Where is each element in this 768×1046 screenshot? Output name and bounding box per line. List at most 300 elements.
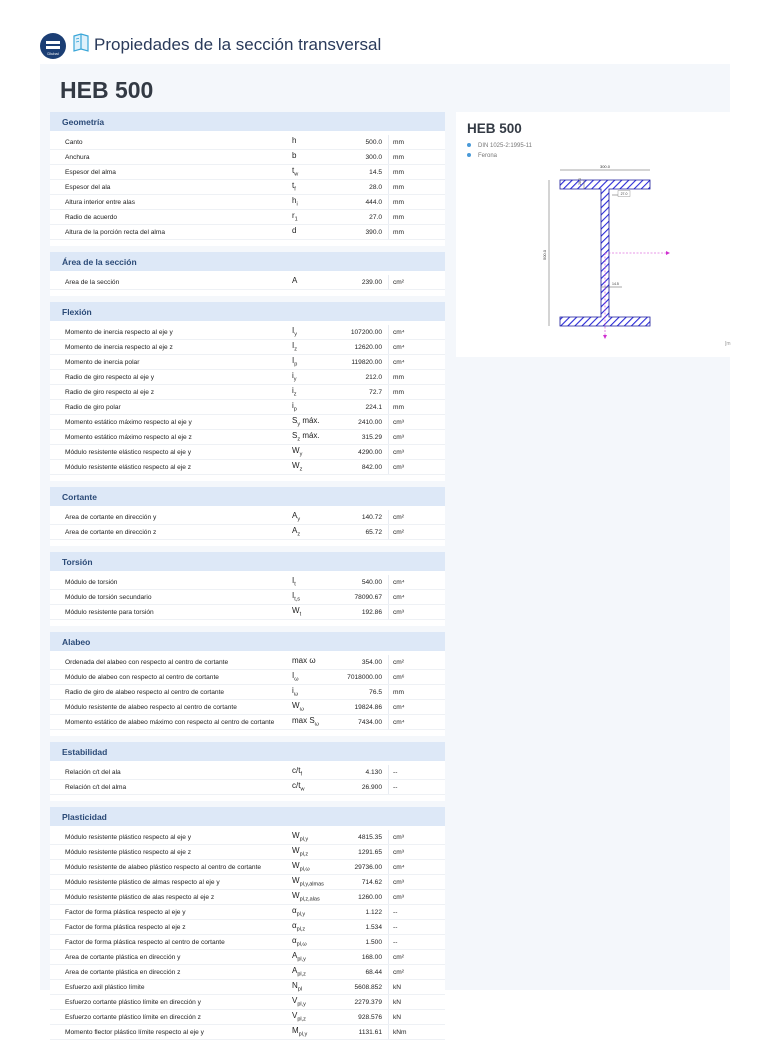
property-description: Módulo resistente elástico respecto al eje z bbox=[65, 463, 192, 471]
property-value: 168.00 bbox=[361, 953, 382, 961]
property-unit: -- bbox=[388, 905, 438, 919]
property-unit: cm² bbox=[388, 275, 438, 289]
symbol-subscript: 1 bbox=[294, 216, 298, 223]
property-description: Factor de forma plástica respecto al eje y bbox=[65, 908, 186, 916]
property-value: 1.500 bbox=[365, 938, 382, 946]
table-row bbox=[50, 920, 445, 935]
property-value: 19824.86 bbox=[354, 703, 382, 711]
property-value: 29736.00 bbox=[354, 863, 382, 871]
property-value: 72.7 bbox=[369, 388, 382, 396]
property-symbol bbox=[278, 526, 332, 538]
property-description: Momento de inercia polar bbox=[65, 358, 140, 366]
property-unit: cm³ bbox=[388, 845, 438, 859]
property-value: 7018000.00 bbox=[347, 673, 382, 681]
property-symbol bbox=[278, 831, 332, 843]
property-value: 1.534 bbox=[365, 923, 382, 931]
dim-flange: 28.0 bbox=[578, 178, 582, 185]
symbol-main: W bbox=[292, 846, 300, 856]
property-symbol bbox=[278, 591, 332, 603]
property-unit: cm⁴ bbox=[388, 340, 438, 354]
property-unit: cm³ bbox=[388, 890, 438, 904]
table-row bbox=[50, 510, 445, 525]
property-value: 842.00 bbox=[361, 463, 382, 471]
section-header: Torsión bbox=[50, 552, 445, 571]
table-row bbox=[50, 325, 445, 340]
symbol-main: t bbox=[292, 181, 295, 191]
dlubal-logo: Dlubal bbox=[40, 33, 66, 59]
symbol-subscript: pl,y bbox=[297, 1001, 306, 1008]
symbol-subscript: pl,z,alas bbox=[299, 896, 320, 903]
property-unit: mm bbox=[388, 180, 438, 194]
table-row bbox=[50, 670, 445, 685]
table-row bbox=[50, 715, 445, 730]
table-row bbox=[50, 965, 445, 980]
property-value: 540.00 bbox=[361, 578, 382, 586]
property-description: Módulo resistente elástico respecto al eje y bbox=[65, 448, 192, 456]
symbol-subscript: pl,z bbox=[297, 1016, 306, 1023]
symbol-main: N bbox=[292, 981, 298, 991]
symbol-main: r bbox=[292, 211, 295, 221]
property-symbol bbox=[278, 996, 332, 1008]
property-value: 1291.65 bbox=[358, 848, 382, 856]
property-symbol bbox=[278, 981, 332, 993]
property-value: 1260.00 bbox=[358, 893, 382, 901]
property-unit: mm bbox=[388, 135, 438, 149]
property-unit: -- bbox=[388, 780, 438, 794]
property-value: 224.1 bbox=[365, 403, 382, 411]
table-row bbox=[50, 575, 445, 590]
symbol-main: A bbox=[292, 511, 298, 521]
property-symbol bbox=[278, 576, 332, 588]
property-symbol bbox=[278, 891, 332, 903]
property-unit: mm bbox=[388, 210, 438, 224]
property-value: 500.0 bbox=[365, 138, 382, 146]
symbol-subscript: pl,z bbox=[296, 926, 306, 933]
property-description: Factor de forma plástica respecto al centro de cortante bbox=[65, 938, 225, 946]
property-description: Esfuerzo cortante plástico límite en dirección z bbox=[65, 1013, 201, 1021]
property-symbol bbox=[278, 876, 332, 888]
property-description: Esfuerzo cortante plástico límite en dirección y bbox=[65, 998, 201, 1006]
section-body bbox=[50, 826, 445, 1046]
symbol-subscript: pl,ω bbox=[299, 866, 310, 873]
property-symbol bbox=[278, 701, 332, 713]
symbol-main: h bbox=[292, 136, 297, 146]
property-description: Relación c/t del alma bbox=[65, 783, 127, 791]
symbol-subscript: p bbox=[293, 406, 297, 413]
property-description: Momento flector plástico límite respecto al eje y bbox=[65, 1028, 204, 1036]
symbol-main: W bbox=[292, 831, 300, 841]
dim-radius: 27.0 bbox=[620, 192, 628, 196]
property-description: Altura de la porción recta del alma bbox=[65, 228, 166, 236]
symbol-subscript: w bbox=[300, 786, 305, 793]
property-description: Módulo resistente plástico respecto al eje y bbox=[65, 833, 192, 841]
table-row bbox=[50, 165, 445, 180]
property-value: 2410.00 bbox=[358, 418, 382, 426]
symbol-main: i bbox=[292, 371, 294, 381]
property-unit: mm bbox=[388, 165, 438, 179]
property-symbol bbox=[278, 671, 332, 683]
property-description: Área de cortante plástica en dirección y bbox=[65, 953, 181, 961]
property-value: 140.72 bbox=[361, 513, 382, 521]
symbol-main: W bbox=[292, 461, 300, 471]
symbol-main: i bbox=[292, 386, 294, 396]
property-description: Módulo resistente plástico respecto al eje z bbox=[65, 848, 192, 856]
dim-width: 300.0 bbox=[599, 164, 611, 169]
symbol-subscript: pl,y bbox=[298, 1031, 308, 1038]
property-description: Altura interior entre alas bbox=[65, 198, 136, 206]
property-description: Área de cortante en dirección y bbox=[65, 513, 157, 521]
property-unit: mm bbox=[388, 225, 438, 239]
symbol-suffix: máx. bbox=[300, 431, 320, 441]
table-row bbox=[50, 700, 445, 715]
symbol-main: W bbox=[292, 446, 300, 456]
symbol-subscript: pl,ω bbox=[296, 941, 307, 948]
symbol-main: S bbox=[292, 416, 298, 426]
symbol-main: I bbox=[292, 671, 295, 681]
symbol-main: M bbox=[292, 1026, 299, 1036]
property-symbol bbox=[278, 326, 332, 338]
property-unit: cm³ bbox=[388, 430, 438, 444]
symbol-main: α bbox=[292, 936, 297, 946]
property-symbol bbox=[278, 181, 332, 193]
property-symbol bbox=[278, 606, 332, 618]
property-unit: cm⁴ bbox=[388, 575, 438, 589]
dim-height: 500.0 bbox=[542, 249, 547, 261]
table-row bbox=[50, 195, 445, 210]
table-row bbox=[50, 225, 445, 240]
property-description: Módulo resistente de alabeo respecto al centro de cortante bbox=[65, 703, 237, 711]
property-description: Módulo de alabeo con respecto al centro de cortante bbox=[65, 673, 219, 681]
symbol-main: W bbox=[292, 861, 300, 871]
property-value: 390.0 bbox=[365, 228, 382, 236]
property-symbol bbox=[278, 921, 332, 933]
symbol-subscript: pl,y bbox=[297, 956, 306, 963]
property-symbol bbox=[278, 861, 332, 873]
symbol-subscript: pl,y,almas bbox=[299, 881, 324, 888]
symbol-main: A bbox=[292, 526, 298, 536]
corner-mark: [m bbox=[725, 341, 731, 347]
property-description: Canto bbox=[65, 138, 83, 146]
property-value: 239.00 bbox=[361, 278, 382, 286]
property-unit: mm bbox=[388, 195, 438, 209]
table-row bbox=[50, 445, 445, 460]
property-unit: kN bbox=[388, 1010, 438, 1024]
app-title: Propiedades de la sección transversal bbox=[94, 35, 382, 54]
table-row bbox=[50, 845, 445, 860]
property-value: 107200.00 bbox=[350, 328, 382, 336]
property-value: 1.122 bbox=[365, 908, 382, 916]
table-row bbox=[50, 370, 445, 385]
top-bar bbox=[0, 0, 768, 64]
symbol-subscript: pl,z bbox=[299, 851, 309, 858]
property-unit: kNm bbox=[388, 1025, 438, 1039]
symbol-subscript: z bbox=[299, 466, 303, 473]
property-value: 928.576 bbox=[358, 1013, 382, 1021]
symbol-main: I bbox=[292, 591, 295, 601]
property-value: 4815.35 bbox=[358, 833, 382, 841]
symbol-subscript: t bbox=[294, 581, 296, 588]
property-value: 68.44 bbox=[365, 968, 382, 976]
property-unit: mm bbox=[388, 370, 438, 384]
property-symbol bbox=[278, 1026, 332, 1038]
symbol-main: W bbox=[292, 876, 300, 886]
property-value: 714.62 bbox=[361, 878, 382, 886]
table-row bbox=[50, 1010, 445, 1025]
property-unit: cm³ bbox=[388, 415, 438, 429]
symbol-main: A bbox=[292, 966, 298, 976]
table-row bbox=[50, 765, 445, 780]
property-symbol bbox=[278, 136, 332, 148]
section-body bbox=[50, 651, 445, 736]
symbol-subscript: y bbox=[297, 516, 301, 523]
property-description: Momento estático de alabeo máximo con respecto al centro de cortante bbox=[65, 718, 275, 726]
property-symbol bbox=[278, 151, 332, 163]
section-header: Plasticidad bbox=[50, 807, 445, 826]
symbol-subscript: f bbox=[300, 771, 302, 778]
symbol-main: I bbox=[292, 326, 295, 336]
symbol-subscript: z bbox=[294, 346, 297, 353]
property-value: 27.0 bbox=[369, 213, 382, 221]
symbol-subscript: w bbox=[294, 171, 299, 178]
symbol-main: I bbox=[292, 356, 295, 366]
table-row bbox=[50, 430, 445, 445]
property-symbol bbox=[278, 716, 332, 728]
property-symbol bbox=[278, 936, 332, 948]
section-header: Área de la sección bbox=[50, 252, 445, 271]
preview-title: HEB 500 bbox=[467, 121, 522, 136]
property-value: 76.5 bbox=[369, 688, 382, 696]
symbol-subscript: t,s bbox=[294, 596, 301, 603]
property-value: 65.72 bbox=[365, 528, 382, 536]
property-description: Momento de inercia respecto al eje z bbox=[65, 343, 173, 351]
property-description: Radio de acuerdo bbox=[65, 213, 118, 221]
section-header: Estabilidad bbox=[50, 742, 445, 761]
property-value: 444.0 bbox=[365, 198, 382, 206]
symbol-subscript: t bbox=[299, 611, 302, 618]
property-symbol bbox=[278, 966, 332, 978]
section-body bbox=[50, 571, 445, 626]
table-row bbox=[50, 980, 445, 995]
symbol-main: h bbox=[292, 196, 297, 206]
section-body bbox=[50, 761, 445, 801]
property-symbol bbox=[278, 226, 332, 238]
symbol-main: W bbox=[292, 891, 300, 901]
property-symbol bbox=[278, 951, 332, 963]
symbol-subscript: ω bbox=[293, 691, 299, 698]
symbol-main: c/t bbox=[292, 766, 301, 776]
symbol-main: i bbox=[292, 401, 294, 411]
property-value: 192.86 bbox=[361, 608, 382, 616]
property-unit: cm⁶ bbox=[388, 670, 438, 684]
symbol-main: α bbox=[292, 906, 297, 916]
property-description: Momento de inercia respecto al eje y bbox=[65, 328, 173, 336]
table-row bbox=[50, 590, 445, 605]
property-symbol bbox=[278, 371, 332, 383]
dim-web: 14.5 bbox=[612, 282, 619, 286]
property-description: Momento estático máximo respecto al eje y bbox=[65, 418, 192, 426]
property-unit: cm⁴ bbox=[388, 700, 438, 714]
symbol-main: i bbox=[292, 686, 294, 696]
symbol-main: W bbox=[292, 606, 300, 616]
section-header: Flexión bbox=[50, 302, 445, 321]
section-body bbox=[50, 131, 445, 246]
table-row bbox=[50, 685, 445, 700]
section-body bbox=[50, 506, 445, 546]
property-unit: cm⁴ bbox=[388, 715, 438, 729]
property-symbol bbox=[278, 461, 332, 473]
property-description: Espesor del alma bbox=[65, 168, 116, 176]
property-unit: -- bbox=[388, 765, 438, 779]
table-row bbox=[50, 415, 445, 430]
property-unit: cm³ bbox=[388, 460, 438, 474]
property-unit: cm² bbox=[388, 510, 438, 524]
property-symbol bbox=[278, 416, 332, 428]
symbol-subscript: y bbox=[294, 331, 297, 338]
table-row bbox=[50, 385, 445, 400]
property-value: 1131.61 bbox=[358, 1028, 382, 1036]
table-row bbox=[50, 655, 445, 670]
section-body bbox=[50, 271, 445, 296]
symbol-main: I bbox=[292, 341, 295, 351]
property-symbol bbox=[278, 211, 332, 223]
symbol-subscript: pl,y bbox=[299, 836, 309, 843]
table-row bbox=[50, 525, 445, 540]
property-unit: cm⁴ bbox=[388, 860, 438, 874]
table-row bbox=[50, 605, 445, 620]
property-unit: mm bbox=[388, 400, 438, 414]
symbol-main: V bbox=[292, 996, 298, 1006]
property-value: 5608.852 bbox=[354, 983, 382, 991]
symbol-main: b bbox=[292, 151, 297, 161]
property-description: Módulo resistente plástico de almas respecto al eje y bbox=[65, 878, 220, 886]
symbol-main: A bbox=[292, 276, 298, 286]
symbol-subscript: y bbox=[299, 451, 303, 458]
table-row bbox=[50, 780, 445, 795]
property-symbol bbox=[278, 431, 332, 443]
section-drawing bbox=[532, 163, 672, 343]
section-header: Geometría bbox=[50, 112, 445, 131]
symbol-subscript: i bbox=[296, 201, 298, 208]
property-unit: cm³ bbox=[388, 830, 438, 844]
symbol-main: t bbox=[292, 166, 295, 176]
symbol-main: I bbox=[292, 576, 295, 586]
property-value: 2279.379 bbox=[354, 998, 382, 1006]
section-header: Cortante bbox=[50, 487, 445, 506]
table-row bbox=[50, 905, 445, 920]
property-unit: cm⁴ bbox=[388, 325, 438, 339]
property-description: Módulo de torsión bbox=[65, 578, 118, 586]
property-symbol bbox=[278, 686, 332, 698]
property-symbol bbox=[278, 341, 332, 353]
symbol-main: W bbox=[292, 701, 300, 711]
property-symbol bbox=[278, 276, 332, 288]
property-value: 4290.00 bbox=[358, 448, 382, 456]
property-description: Esfuerzo axil plástico límite bbox=[65, 983, 145, 991]
property-symbol bbox=[278, 906, 332, 918]
symbol-main: α bbox=[292, 921, 297, 931]
table-row bbox=[50, 180, 445, 195]
property-unit: mm bbox=[388, 150, 438, 164]
symbol-subscript: f bbox=[294, 186, 296, 193]
property-unit: cm² bbox=[388, 950, 438, 964]
property-unit: kN bbox=[388, 980, 438, 994]
property-value: 212.0 bbox=[365, 373, 382, 381]
symbol-subscript: y bbox=[293, 376, 297, 383]
property-value: 26.900 bbox=[361, 783, 382, 791]
property-description: Momento estático máximo respecto al eje z bbox=[65, 433, 192, 441]
property-unit: cm² bbox=[388, 525, 438, 539]
symbol-main: max S bbox=[292, 716, 315, 726]
property-symbol bbox=[278, 356, 332, 368]
property-value: 78090.67 bbox=[354, 593, 382, 601]
property-description: Relación c/t del ala bbox=[65, 768, 121, 776]
property-symbol bbox=[278, 781, 332, 793]
property-value: 354.00 bbox=[361, 658, 382, 666]
section-header: Alabeo bbox=[50, 632, 445, 651]
property-value: 300.0 bbox=[365, 153, 382, 161]
symbol-main: d bbox=[292, 226, 297, 236]
property-unit: cm² bbox=[388, 965, 438, 979]
property-symbol bbox=[278, 766, 332, 778]
bullet-standard: DIN 1025-2:1995-11 bbox=[467, 143, 532, 149]
property-description: Módulo resistente para torsión bbox=[65, 608, 154, 616]
symbol-subscript: z bbox=[293, 391, 297, 398]
property-description: Anchura bbox=[65, 153, 90, 161]
property-unit: cm³ bbox=[388, 445, 438, 459]
symbol-suffix: máx. bbox=[300, 416, 320, 426]
property-description: Radio de giro de alabeo respecto al centro de cortante bbox=[65, 688, 225, 696]
symbol-main: c/t bbox=[292, 781, 301, 791]
property-description: Área de cortante plástica en dirección z bbox=[65, 968, 181, 976]
property-value: 4.130 bbox=[365, 768, 382, 776]
property-symbol bbox=[278, 511, 332, 523]
property-value: 12620.00 bbox=[354, 343, 382, 351]
table-row bbox=[50, 830, 445, 845]
table-row bbox=[50, 995, 445, 1010]
symbol-subscript: pl bbox=[297, 986, 303, 993]
property-unit: cm³ bbox=[388, 605, 438, 619]
symbol-subscript: z bbox=[297, 531, 301, 538]
property-symbol bbox=[278, 446, 332, 458]
property-unit: -- bbox=[388, 920, 438, 934]
table-row bbox=[50, 875, 445, 890]
property-unit: cm⁴ bbox=[388, 590, 438, 604]
property-description: Área de la sección bbox=[65, 278, 120, 286]
property-unit: mm bbox=[388, 685, 438, 699]
property-unit: cm⁴ bbox=[388, 355, 438, 369]
symbol-subscript: p bbox=[294, 361, 298, 368]
property-description: Ordenada del alabeo con respecto al centro de cortante bbox=[65, 658, 229, 666]
symbol-main: max ω bbox=[292, 656, 316, 666]
table-row bbox=[50, 950, 445, 965]
table-row bbox=[50, 355, 445, 370]
symbol-subscript: ω bbox=[294, 676, 299, 683]
table-row bbox=[50, 135, 445, 150]
symbol-subscript: y bbox=[297, 421, 301, 428]
property-symbol bbox=[278, 386, 332, 398]
property-description: Módulo resistente de alabeo plástico respecto al centro de cortante bbox=[65, 863, 262, 871]
symbol-main: S bbox=[292, 431, 298, 441]
property-description: Espesor del ala bbox=[65, 183, 111, 191]
property-unit: -- bbox=[388, 935, 438, 949]
symbol-subscript: z bbox=[297, 436, 301, 443]
property-symbol bbox=[278, 196, 332, 208]
table-row bbox=[50, 400, 445, 415]
table-row bbox=[50, 1025, 445, 1040]
property-unit: kN bbox=[388, 995, 438, 1009]
property-description: Área de cortante en dirección z bbox=[65, 528, 157, 536]
property-description: Factor de forma plástica respecto al eje z bbox=[65, 923, 186, 931]
